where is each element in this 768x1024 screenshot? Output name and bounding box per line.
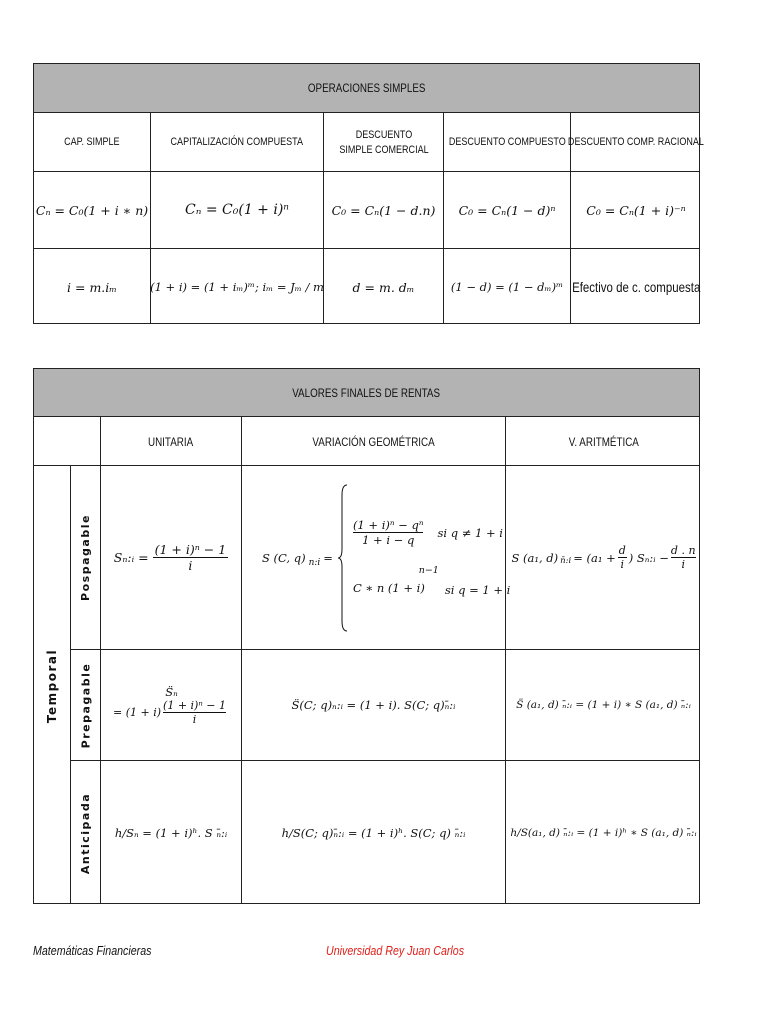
formula-desc-simple: C₀ = Cₙ(1 − d.n) (331, 202, 436, 218)
formula-cap-simple: Cₙ = C₀(1 + i ∗ n) (35, 202, 149, 218)
formula-pospagable-aritmetica: S (a₁, d) n̄:i = (a₁ + d i ) Sₙ:ᵢ − d . n i (511, 544, 696, 571)
col-header-v-aritmetica: V. ARITMÉTICA (568, 434, 639, 449)
formula-anticipada-geometrica: h/S(C; q)ₙ̄:ᵢ = (1 + i)ʰ. S(C; q) ₙ̄:ᵢ (281, 826, 466, 840)
formula-desc-compuesto: C₀ = Cₙ(1 − d)ⁿ (458, 202, 556, 218)
col-header-unitaria: UNITARIA (148, 434, 194, 449)
col-header-cap-simple: CAP. SIMPLE (64, 136, 120, 149)
col-header-descuento-compuesto: DESCUENTO COMPUESTO (448, 136, 566, 149)
formula-prepagable-geometrica: S̈(C; q)ₙ:ᵢ = (1 + i). S(C; q)ₙ̄:ᵢ (291, 698, 456, 712)
col-header-capitalizacion-compuesta: CAPITALIZACIÓN COMPUESTA (170, 136, 304, 149)
formula-descuento-compuesto-equivalente: (1 − d) = (1 − dₘ)ᵐ (450, 280, 564, 294)
formula-prepagable-unitaria: S̈ₙ = (1 + i) (1 + i)ⁿ − 1 i (113, 684, 227, 726)
brace-icon (338, 483, 348, 633)
col-header-descuento-comp-racional: DESCUENTO COMP. RACIONAL (568, 136, 705, 149)
group-label-temporal: Temporal (45, 648, 60, 723)
col-header-descuento-simple-comercial: DESCUENTO SIMPLE COMERCIAL (338, 128, 429, 156)
operaciones-simples-title: OPERACIONES SIMPLES (307, 81, 426, 95)
text-efectivo-c-compuesta: Efectivo de c. compuesta (571, 279, 701, 295)
formula-pospagable-unitaria: Sₙ:ᵢ = (1 + i)ⁿ − 1 i (113, 542, 227, 573)
formula-cap-compuesta: Cₙ = C₀(1 + i)ⁿ (185, 202, 289, 218)
row-label-anticipada: Anticipada (79, 792, 93, 874)
formula-anticipada-unitaria: h/Sₙ = (1 + i)ʰ. S ₙ̄:ᵢ (114, 826, 228, 840)
formula-pospagable-geometrica: S (C, q) n:i = (1 + i)ⁿ − qⁿ 1 + i − q si q ≠ 1 + i n−1 C ∗ n (1 + i) si q = 1 + i (242, 466, 505, 649)
formula-tanto-nominal: (1 + i) = (1 + iₘ)ᵐ; iₘ = Jₘ / m (150, 280, 324, 294)
formula-descuento-equivalente: d = m. dₘ (352, 279, 415, 295)
formula-desc-racional: C₀ = Cₙ(1 + i)⁻ⁿ (586, 202, 686, 218)
valores-finales-header (34, 369, 699, 417)
formula-tipo-equivalente: i = m.iₘ (67, 279, 117, 295)
valores-finales-title: VALORES FINALES DE RENTAS (292, 385, 441, 400)
formula-anticipada-aritmetica: h/S(a₁, d) ₙ̄:ᵢ = (1 + i)ʰ ∗ S (a₁, d) ₙ̄:ᵢ (510, 827, 697, 839)
col-header-variacion-geometrica: VARIACIÓN GEOMÉTRICA (312, 434, 435, 449)
formula-prepagable-aritmetica: S̈ (a₁, d) ₙ̄:ᵢ = (1 + i) ∗ S (a₁, d) ₙ̄:ᵢ (516, 699, 691, 711)
operaciones-simples-header (34, 64, 699, 113)
operaciones-simples-table (33, 63, 705, 324)
footer-left-text: Matemáticas Financieras (33, 943, 152, 958)
row-label-prepagable: Prepagable (79, 662, 92, 748)
row-label-pospagable: Pospagable (79, 514, 92, 601)
footer-right-text: Universidad Rey Juan Carlos (326, 943, 465, 958)
valores-finales-rentas-table (33, 368, 700, 904)
